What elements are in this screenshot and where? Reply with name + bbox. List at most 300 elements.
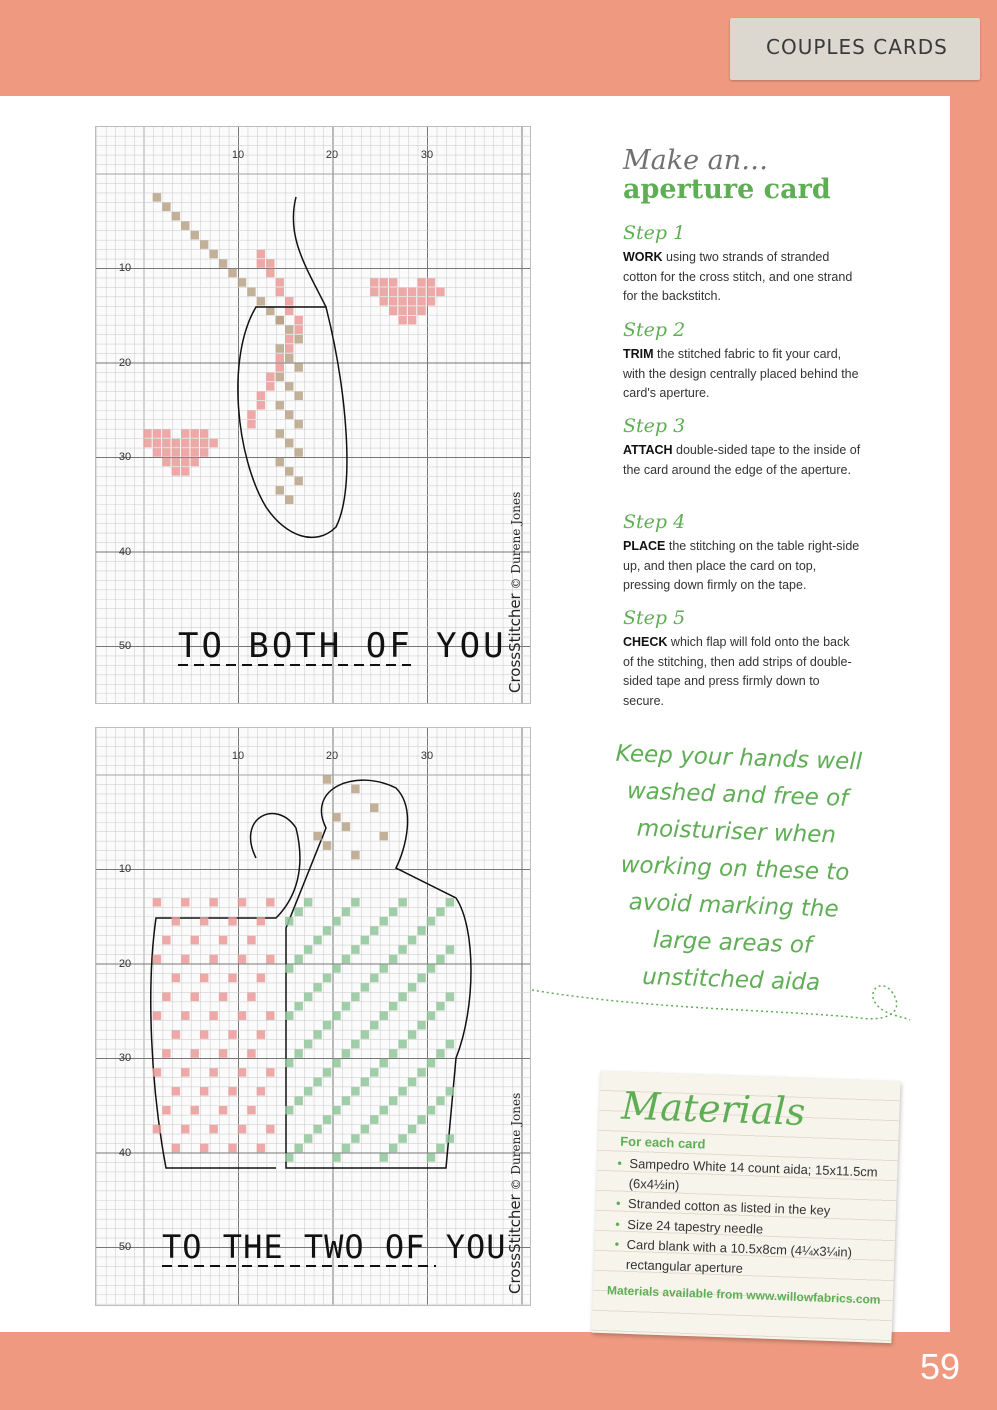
stitch-cell: [342, 823, 350, 831]
stitch-cell: [294, 363, 302, 371]
stitch-cell: [153, 448, 161, 456]
step-5: [623, 607, 863, 711]
stitch-cell: [294, 1097, 302, 1105]
stitch-cell: [172, 458, 180, 466]
stitch-cell: [294, 392, 302, 400]
stitch-cell: [361, 983, 369, 991]
materials-note: [592, 1071, 901, 1343]
stitch-cell: [304, 945, 312, 953]
stitch-cell: [370, 288, 378, 296]
stitch-cell: [172, 974, 180, 982]
row-number-label: 40: [118, 546, 132, 558]
stitch-cell: [200, 974, 208, 982]
stitch-cell: [380, 964, 388, 972]
stitch-cell: [162, 1049, 170, 1057]
stitch-cell: [172, 1030, 180, 1038]
stitch-cell: [181, 1068, 189, 1076]
stitch-cell: [191, 458, 199, 466]
stitch-cell: [257, 974, 265, 982]
stitch-cell: [427, 278, 435, 286]
stitch-cell: [219, 1106, 227, 1114]
stitch-cell: [228, 1087, 236, 1095]
stitch-cell: [398, 993, 406, 1001]
stitch-cell: [162, 439, 170, 447]
stitch-cell: [323, 1115, 331, 1123]
stitch-cell: [380, 1106, 388, 1114]
stitch-cell: [417, 1068, 425, 1076]
stitch-cell: [228, 1144, 236, 1152]
stitch-cell: [209, 439, 217, 447]
stitch-cell: [417, 288, 425, 296]
stitch-cell: [257, 1030, 265, 1038]
stitch-cell: [417, 1021, 425, 1029]
step-3: [623, 415, 863, 480]
stitch-cell: [417, 1115, 425, 1123]
stitch-cell: [153, 1068, 161, 1076]
stitch-cell: [436, 1049, 444, 1057]
stitch-cell: [209, 898, 217, 906]
stitch-cell: [398, 307, 406, 315]
row-number-label: 10: [118, 262, 132, 274]
stitch-cell: [304, 1087, 312, 1095]
row-number-label: 50: [118, 1241, 132, 1253]
stitch-cell: [342, 1097, 350, 1105]
stitch-cell: [143, 429, 151, 437]
stitch-cell: [323, 775, 331, 783]
row-number-label: 30: [118, 1052, 132, 1064]
step-3-body: ATTACH double-sided tape to the inside of the card around the edge of the aperture.: [623, 443, 861, 477]
materials-list: [614, 1153, 888, 1283]
materials-item: • Card blank with a 10.5x8cm (4¼x3¼in) rectangular aperture: [614, 1234, 885, 1282]
step-1-body: WORK using two strands of stranded cotton for the cross stitch, and one strand for the backstitch.: [623, 250, 853, 303]
stitch-cell: [257, 250, 265, 258]
stitch-cell: [351, 993, 359, 1001]
stitch-cell: [427, 1106, 435, 1114]
stitch-cell: [200, 917, 208, 925]
stitch-cell: [294, 908, 302, 916]
stitch-cell: [408, 1078, 416, 1086]
row-number-label: 10: [118, 863, 132, 875]
stitch-cell: [332, 964, 340, 972]
stitch-cell: [285, 335, 293, 343]
stitch-cell: [266, 307, 274, 315]
stitch-cell: [172, 439, 180, 447]
stitch-cell: [351, 785, 359, 793]
stitch-cell: [181, 439, 189, 447]
stitch-cell: [361, 1078, 369, 1086]
column-number-label: 30: [420, 750, 434, 762]
stitch-cell: [398, 297, 406, 305]
stitch-cell: [313, 832, 321, 840]
step-5-body: CHECK which flap will fold onto the back of the stitching, then add strips of double-sided tape and press firmly down to secure.: [623, 635, 852, 708]
chart-1-brand: CrossStitcher: [506, 593, 524, 693]
stitch-cell: [285, 496, 293, 504]
step-4-body: PLACE the stitching on the table right-side up, and then place the card on top, pressing down firmly on the tape.: [623, 539, 860, 592]
stitch-cell: [436, 955, 444, 963]
stitch-cell: [408, 307, 416, 315]
stitch-cell: [162, 936, 170, 944]
stitch-cell: [285, 917, 293, 925]
stitch-cell: [228, 917, 236, 925]
stitch-cell: [408, 288, 416, 296]
stitch-cell: [285, 439, 293, 447]
stitch-cell: [370, 278, 378, 286]
stitch-cell: [257, 917, 265, 925]
row-number-label: 40: [118, 1147, 132, 1159]
stitch-cell: [389, 1144, 397, 1152]
tip-text: Keep your hands well washed and free of moisturiser when working on these to avoid marking the large areas of unstitched aida: [615, 740, 863, 997]
stitch-cell: [238, 955, 246, 963]
dotted-swirl-decoration: [530, 970, 930, 1030]
stitch-cell: [247, 1106, 255, 1114]
stitch-cell: [427, 297, 435, 305]
stitch-cell: [276, 373, 284, 381]
chart-2-brand: CrossStitcher: [506, 1194, 524, 1294]
stitch-cell: [323, 926, 331, 934]
page-number: 59: [920, 1346, 961, 1387]
stitch-cell: [276, 363, 284, 371]
stitch-cell: [417, 926, 425, 934]
materials-subtitle: For each card: [619, 1133, 706, 1152]
row-number-label: 20: [118, 357, 132, 369]
stitch-cell: [446, 993, 454, 1001]
stitch-cell: [285, 344, 293, 352]
stitch-cell: [266, 955, 274, 963]
stitch-cell: [361, 936, 369, 944]
stitch-cell: [313, 983, 321, 991]
stitch-cell: [266, 259, 274, 267]
stitch-cell: [172, 1087, 180, 1095]
stitch-cell: [332, 1059, 340, 1067]
chart-1-credit: [506, 492, 524, 693]
stitch-cell: [370, 1115, 378, 1123]
stitch-cell: [285, 1106, 293, 1114]
chart-2-credit: [506, 1093, 524, 1294]
stitch-cell: [257, 401, 265, 409]
stitch-cell: [153, 1125, 161, 1133]
stitch-cell: [417, 974, 425, 982]
stitch-cell: [228, 1030, 236, 1038]
stitch-cell: [380, 1153, 388, 1161]
stitch-cell: [209, 1068, 217, 1076]
stitch-cell: [294, 316, 302, 324]
stitch-cell: [228, 269, 236, 277]
stitch-cell: [380, 297, 388, 305]
stitch-cell: [408, 1125, 416, 1133]
stitch-cell: [181, 467, 189, 475]
stitch-cell: [200, 429, 208, 437]
stitch-cell: [285, 1153, 293, 1161]
stitch-cell: [427, 288, 435, 296]
stitch-cell: [446, 1040, 454, 1048]
step-2: [623, 319, 863, 404]
stitch-cell: [342, 908, 350, 916]
stitch-cell: [191, 231, 199, 239]
stitch-cell: [323, 1021, 331, 1029]
stitch-cell: [276, 316, 284, 324]
stitch-cell: [313, 1125, 321, 1133]
stitch-cell: [294, 335, 302, 343]
stitch-cell: [294, 1002, 302, 1010]
stitch-cell: [417, 278, 425, 286]
chart-1-svg: [96, 127, 530, 703]
chart-2-svg: [96, 728, 530, 1305]
stitch-cell: [266, 269, 274, 277]
column-number-label: 20: [325, 149, 339, 161]
stitch-cell: [294, 955, 302, 963]
stitch-cell: [276, 486, 284, 494]
stitch-cell: [162, 1106, 170, 1114]
stitch-cell: [389, 1002, 397, 1010]
stitch-cell: [219, 936, 227, 944]
stitch-cell: [266, 898, 274, 906]
stitch-cell: [228, 974, 236, 982]
stitch-cell: [417, 297, 425, 305]
stitch-cell: [323, 1068, 331, 1076]
stitch-cell: [370, 926, 378, 934]
stitch-cell: [285, 1059, 293, 1067]
stitch-cell: [191, 993, 199, 1001]
stitch-cell: [276, 429, 284, 437]
stitch-cell: [427, 1059, 435, 1067]
stitch-cell: [294, 477, 302, 485]
stitch-cell: [238, 898, 246, 906]
stitch-cell: [351, 1087, 359, 1095]
stitch-cell: [200, 1144, 208, 1152]
stitch-cell: [285, 382, 293, 390]
stitch-cell: [247, 1049, 255, 1057]
stitch-cell: [238, 278, 246, 286]
stitch-cell: [398, 288, 406, 296]
stitch-cell: [370, 1021, 378, 1029]
stitch-cell: [209, 250, 217, 258]
column-number-label: 30: [420, 149, 434, 161]
stitch-cell: [389, 1049, 397, 1057]
stitch-cell: [162, 458, 170, 466]
stitch-cell: [191, 448, 199, 456]
step-2-title: Step 2: [623, 319, 686, 341]
stitch-cell: [266, 382, 274, 390]
stitch-cell: [285, 354, 293, 362]
stitch-cell: [153, 898, 161, 906]
stitch-cell: [380, 1012, 388, 1020]
stitch-cell: [446, 1087, 454, 1095]
stitch-cell: [304, 1040, 312, 1048]
chart-to-the-two-of-you: [95, 727, 531, 1306]
stitch-cell: [181, 458, 189, 466]
stitch-cell: [285, 325, 293, 333]
stitch-cell: [304, 993, 312, 1001]
stitch-cell: [332, 1012, 340, 1020]
stitch-cell: [181, 429, 189, 437]
step-4-title: Step 4: [623, 511, 686, 533]
step-3-title: Step 3: [623, 415, 686, 437]
stitch-cell: [342, 955, 350, 963]
stitch-cell: [408, 1030, 416, 1038]
stitch-cell: [436, 288, 444, 296]
stitch-cell: [408, 297, 416, 305]
stitch-cell: [153, 439, 161, 447]
stitch-cell: [219, 1049, 227, 1057]
section-tab: [730, 18, 980, 80]
stitch-cell: [398, 316, 406, 324]
stitch-cell: [162, 448, 170, 456]
stitch-cell: [380, 1059, 388, 1067]
stitch-cell: [247, 993, 255, 1001]
stitch-cell: [313, 936, 321, 944]
stitch-cell: [200, 240, 208, 248]
stitch-cell: [247, 411, 255, 419]
stitch-cell: [380, 917, 388, 925]
stitch-cell: [389, 1097, 397, 1105]
stitch-cell: [247, 288, 255, 296]
intro-line-2: aperture card: [623, 174, 831, 205]
stitch-cell: [380, 278, 388, 286]
stitch-cell: [351, 851, 359, 859]
stitch-cell: [266, 1012, 274, 1020]
stitch-cell: [370, 974, 378, 982]
row-number-label: 30: [118, 451, 132, 463]
stitch-cell: [153, 193, 161, 201]
stitch-cell: [181, 448, 189, 456]
stitch-cell: [238, 1125, 246, 1133]
stitch-cell: [294, 420, 302, 428]
stitch-cell: [285, 307, 293, 315]
stitch-cell: [389, 307, 397, 315]
stitch-cell: [342, 1002, 350, 1010]
stitch-cell: [285, 1012, 293, 1020]
stitch-cell: [408, 936, 416, 944]
stitch-cell: [172, 467, 180, 475]
stitch-cell: [191, 936, 199, 944]
stitch-cell: [389, 297, 397, 305]
stitch-cell: [436, 1097, 444, 1105]
stitch-cell: [257, 297, 265, 305]
stitch-cell: [370, 804, 378, 812]
stitch-cell: [380, 832, 388, 840]
stitch-cell: [172, 1144, 180, 1152]
stitch-cell: [351, 1040, 359, 1048]
stitch-cell: [276, 288, 284, 296]
row-number-label: 20: [118, 958, 132, 970]
stitch-cell: [172, 448, 180, 456]
chart-2-caption: TO THE TWO OF YOU: [162, 1228, 507, 1266]
stitch-cell: [153, 955, 161, 963]
stitch-cell: [417, 307, 425, 315]
stitch-cell: [257, 392, 265, 400]
stitch-cell: [313, 1030, 321, 1038]
materials-title: Materials: [620, 1083, 807, 1134]
chart-1-copyright: © Durene Jones: [509, 491, 523, 590]
stitch-cell: [200, 448, 208, 456]
column-number-label: 10: [231, 149, 245, 161]
stitch-cell: [351, 1134, 359, 1142]
stitch-cell: [294, 1144, 302, 1152]
stitch-cell: [219, 259, 227, 267]
stitch-cell: [294, 448, 302, 456]
step-1: [623, 222, 863, 307]
stitch-cell: [361, 1030, 369, 1038]
materials-item: • Sampedro White 14 count aida; 15x11.5cm (6x4½in): [616, 1153, 887, 1201]
stitch-cell: [285, 964, 293, 972]
materials-item: • Size 24 tapestry needle: [615, 1214, 886, 1243]
stitch-cell: [436, 908, 444, 916]
stitch-cell: [276, 278, 284, 286]
stitch-cell: [172, 917, 180, 925]
stitch-cell: [398, 1087, 406, 1095]
stitch-cell: [398, 945, 406, 953]
stitch-cell: [285, 467, 293, 475]
stitch-cell: [191, 439, 199, 447]
stitch-cell: [238, 1012, 246, 1020]
intro-line-1: Make an…: [623, 145, 769, 176]
column-number-label: 20: [325, 750, 339, 762]
stitch-cell: [446, 945, 454, 953]
stitch-cell: [162, 203, 170, 211]
step-1-title: Step 1: [623, 222, 686, 244]
stitch-cell: [257, 1144, 265, 1152]
stitch-cell: [181, 1125, 189, 1133]
materials-availability: Materials available from www.willowfabrics.com: [606, 1283, 881, 1307]
row-number-label: 50: [118, 640, 132, 652]
materials-item: • Stranded cotton as listed in the key: [616, 1193, 887, 1222]
stitch-cell: [332, 1106, 340, 1114]
stitch-cell: [181, 1012, 189, 1020]
stitch-cell: [153, 1012, 161, 1020]
stitch-cell: [266, 373, 274, 381]
stitch-cell: [200, 1087, 208, 1095]
column-number-label: 10: [231, 750, 245, 762]
stitch-cell: [191, 1106, 199, 1114]
stitch-cell: [200, 439, 208, 447]
stitch-cell: [370, 1068, 378, 1076]
stitch-cell: [276, 354, 284, 362]
stitch-cell: [332, 917, 340, 925]
stitch-cell: [446, 1134, 454, 1142]
stitch-cell: [351, 898, 359, 906]
stitch-cell: [191, 1049, 199, 1057]
stitch-cell: [266, 1125, 274, 1133]
stitch-cell: [143, 439, 151, 447]
stitch-cell: [257, 259, 265, 267]
chart-1-caption: TO BOTH OF YOU: [178, 626, 507, 666]
stitch-cell: [294, 325, 302, 333]
stitch-cell: [257, 1087, 265, 1095]
stitch-cell: [209, 1125, 217, 1133]
stitch-cell: [162, 993, 170, 1001]
step-2-body: TRIM the stitched fabric to fit your card, with the design centrally placed behind the card's aperture.: [623, 347, 859, 400]
stitch-cell: [313, 1078, 321, 1086]
stitch-cell: [323, 841, 331, 849]
stitch-cell: [427, 964, 435, 972]
stitch-cell: [389, 288, 397, 296]
stitch-cell: [238, 1068, 246, 1076]
stitch-cell: [389, 278, 397, 286]
stitch-cell: [191, 429, 199, 437]
stitch-cell: [342, 1049, 350, 1057]
stitch-cell: [389, 955, 397, 963]
stitch-cell: [266, 1068, 274, 1076]
stitch-cell: [398, 1134, 406, 1142]
stitch-cell: [294, 1049, 302, 1057]
stitch-cell: [153, 429, 161, 437]
stitch-cell: [209, 955, 217, 963]
stitch-cell: [276, 458, 284, 466]
stitch-cell: [380, 288, 388, 296]
stitch-cell: [351, 945, 359, 953]
stitch-cell: [200, 1030, 208, 1038]
stitch-cell: [398, 1040, 406, 1048]
